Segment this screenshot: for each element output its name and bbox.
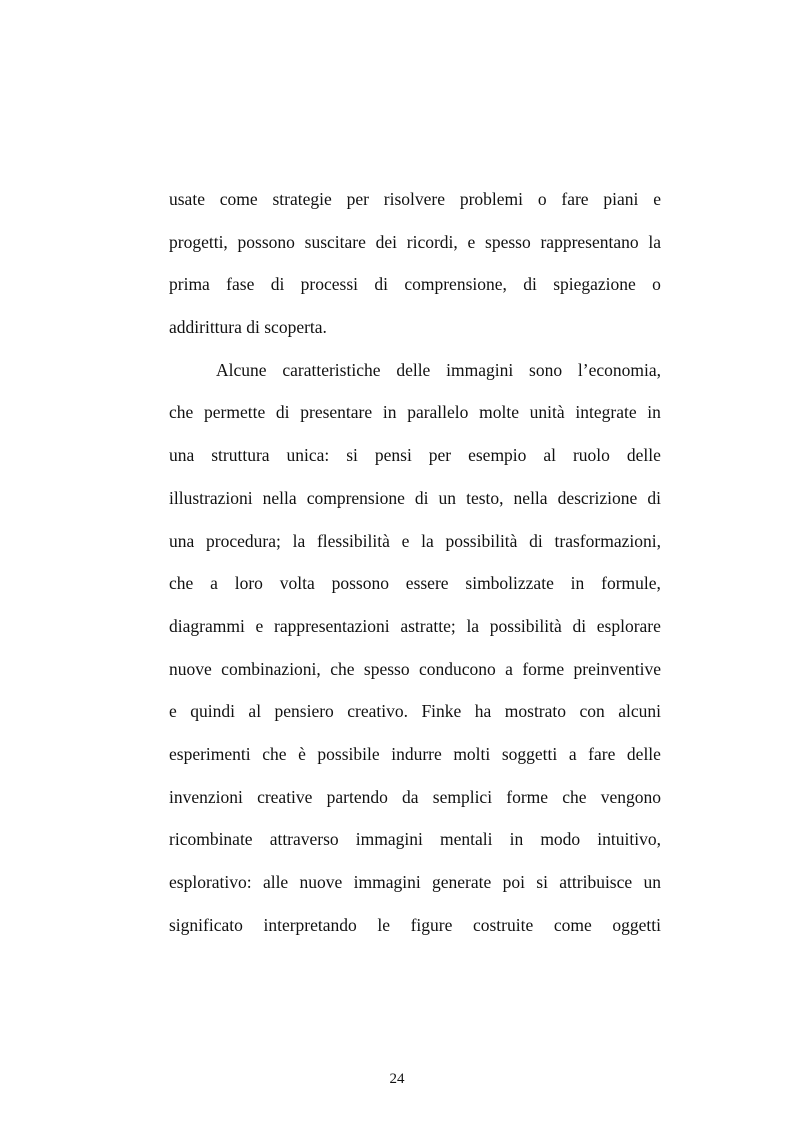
text-line: ricombinate attraverso immagini mentali in modo intuitivo, <box>169 829 661 850</box>
text-line: e quindi al pensiero creativo. Finke ha mostrato con alcuni <box>169 701 661 722</box>
text-line: esplorativo: alle nuove immagini generate poi si attribuisce un <box>169 872 661 892</box>
text-line: usate come strategie per risolvere problemi o fare piani e <box>169 189 661 209</box>
text-line: diagrammi e rappresentazioni astratte; la possibilità di esplorare <box>169 615 661 636</box>
text-line: illustrazioni nella comprensione di un testo, nella descrizione di <box>169 487 661 508</box>
text-line: significato interpretando le figure costruite come oggetti <box>169 914 661 935</box>
body-text <box>169 178 661 946</box>
paragraph-first-line: Alcune caratteristiche delle immagini sono l’economia, <box>216 359 661 380</box>
text-line: una struttura unica: si pensi per esempio al ruolo delle <box>169 445 661 466</box>
text-line: che a loro volta possono essere simbolizzate in formule, <box>169 573 661 594</box>
text-line: progetti, possono suscitare dei ricordi, e spesso rappresentano la <box>169 231 661 252</box>
text-line: nuove combinazioni, che spesso conducono a forme preinventive <box>169 658 661 679</box>
text-line: invenzioni creative partendo da semplici forme che vengono <box>169 786 661 807</box>
text-line: una procedura; la flessibilità e la possibilità di trasformazioni, <box>169 530 661 551</box>
text-line: che permette di presentare in parallelo molte unità integrate in <box>169 402 661 423</box>
text-line: esperimenti che è possibile indurre molti soggetti a fare delle <box>169 743 661 764</box>
page-number: 24 <box>389 1071 405 1087</box>
text-line: addirittura di scoperta. <box>169 317 327 338</box>
text-line: prima fase di processi di comprensione, di spiegazione o <box>169 274 661 295</box>
